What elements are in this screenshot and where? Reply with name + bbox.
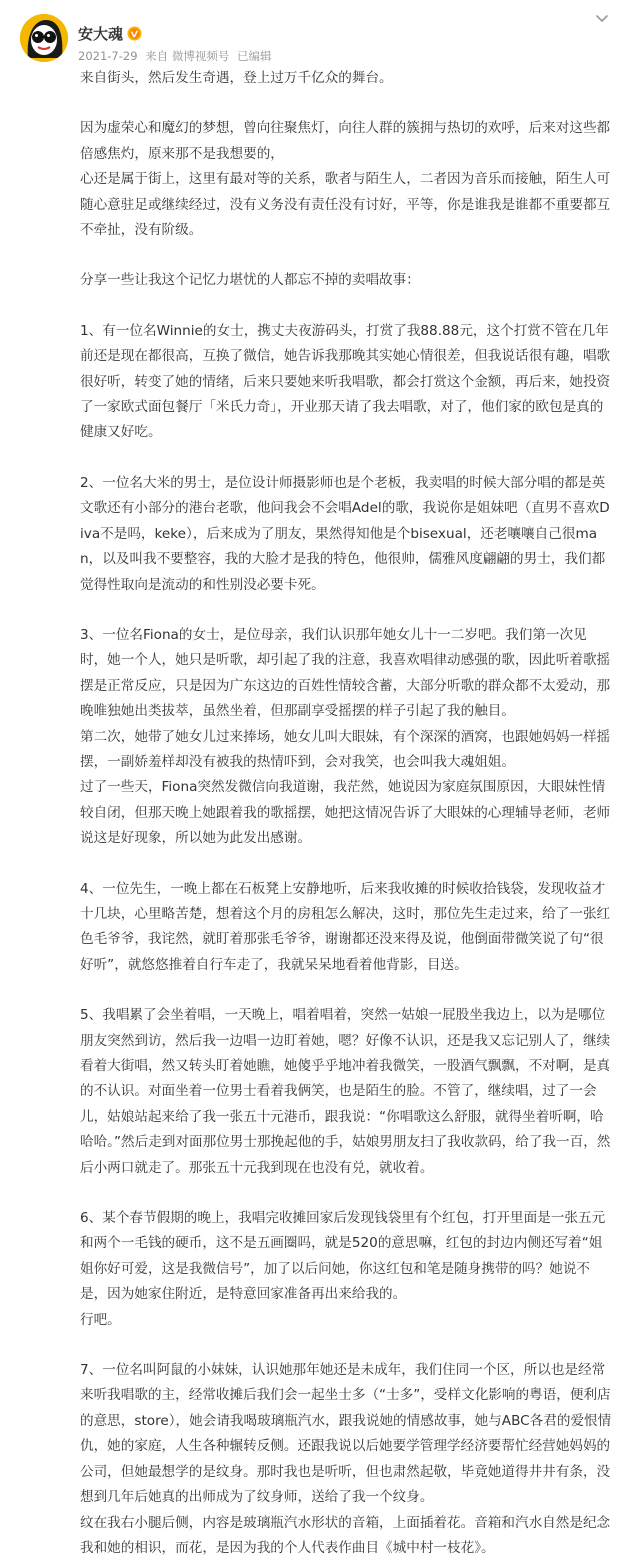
author-name[interactable]: 安大魂 <box>78 24 124 43</box>
avatar-sunglasses-icon <box>20 14 68 62</box>
vip-badge-icon <box>127 26 142 41</box>
post-source: 来自 微博视频号 <box>145 49 230 63</box>
post-paragraph: 2、一位名大米的男士，是位设计师摄影师也是个老板，我卖唱的时候大部分唱的都是英文歌还有小部分的港台老歌，他问我会不会唱Adel的歌，我说你是姐妹吧（直男不喜欢Diva不是吗，keke），后来成为了朋友，果然得知他是个bisexual，还老嚷嚷自己很man，以及叫我不要整容，我的大脸才是我的特色，他很帅，儒雅风度翩翩的男士，我们都觉得性取向是流动的和性别没必要卡死。 <box>80 474 610 593</box>
post-paragraph: 来自街头，然后发生奇遇，登上过万千亿众的舞台。 <box>80 70 393 86</box>
post-paragraph: 因为虚荣心和魔幻的梦想，曾向往聚焦灯，向往人群的簇拥与热切的欢呼，后来对这些都倍感焦灼，原来那不是我想要的， 心还是属于街上，这里有最对等的关系，歌者与陌生人，二者因为音乐而接触，陌生人可随心意驻足或继续经过，没有义务没有责任没有讨好，平等，你是谁我是谁都不重要都互不牵扯，没有阶级。 <box>80 120 611 239</box>
edited-label[interactable]: 已编辑 <box>237 49 272 63</box>
post-paragraph: 分享一些让我这个记忆力堪忧的人都忘不掉的卖唱故事： <box>80 272 420 289</box>
avatar[interactable] <box>20 14 68 62</box>
post-meta <box>78 48 276 64</box>
post-paragraph: 1、有一位名Winnie的女士，携丈夫夜游码头，打赏了我88.88元，这个打赏不管在几年前还是现在都很高，互换了微信，她告诉我那晚其实她心情很差，但我说话很有趣，唱歌很好听，转变了她的情绪，后来只要她来听我唱歌，都会打赏这个金额，再后来，她投资了一家欧式面包餐厅「米氏力奇」，开业那天请了我去唱歌，对了，他们家的欧包是真的健康又好吃。 <box>80 322 611 441</box>
author-row <box>78 22 142 44</box>
post-paragraph: 7、一位名叫阿鼠的小妹妹，认识她那年她还是未成年，我们住同一个区，所以也是经常来听我唱歌的主，经常收摊后我们会一起坐士多（“士多”，受样文化影响的粤语，便利店的意思，store），她会请我喝玻璃瓶汽水，跟我说她的情感故事，她与ABC各君的爱恨情仇，她的家庭，人生各种辗转反侧。还跟我说以后她要学管理学经济要帮忙经营她妈妈的公司，但她最想学的是纹身。那时我也是听听，但也肃然起敬，毕竟她道得井井有条，没想到几年后她真的出师成为了纹身师，送给了我一个纹身。 纹在我右小腿后侧，内容是玻璃瓶汽水形状的音箱，上面插着花。音箱和汽水自然是纪念我和她的相识，而花，是因为我的个人代表作曲目《城中村一枝花》。 <box>80 1362 612 1556</box>
chevron-down-icon <box>592 8 612 28</box>
post-paragraph: 3、一位名Fiona的女士，是位母亲，我们认识那年她女儿十一二岁吧。我们第一次见时，她一个人，她只是听歌，却引起了我的注意，我喜欢唱律动感强的歌，因此听着歌摇摆是正常反应，只是因为广东这边的百姓性情较含蓄，大部分听歌的群众都不太爱动，那晚唯独她出类拔萃，虽然坐着，但那副享受摇摆的样子引起了我的触目。 第二次，她带了她女儿过来捧场，她女儿叫大眼妹，有个深深的酒窝，也跟她妈妈一样摇摆，一副娇羞样却没有被我的热情吓到，会对我笑，也会叫我大魂姐姐。 过了一些天，Fiona突然发微信向我道谢，我茫然，她说因为家庭氛围原因，大眼妹性情较自闭，但那天晚上她跟着我的歌摇摆，她把这情况告诉了大眼妹的心理辅导老师，老师说这是好现象，所以她为此发出感谢。 <box>80 626 611 847</box>
post-date[interactable]: 2021-7-29 <box>78 49 138 63</box>
post-header <box>0 0 640 76</box>
post-menu-button[interactable] <box>592 8 612 28</box>
post-paragraph: 5、我唱累了会坐着唱，一天晚上，唱着唱着，突然一姑娘一屁股坐我边上，以为是哪位朋友突然到访，然后我一边唱一边盯着她，嗯？好像不认识，还是我又忘记别人了，继续看着大街唱，然又转头盯着她瞧，她傻乎乎地冲着我微笑，一股酒气飘飘，不对啊，是真的不认识。对面坐着一位男士看着我俩笑，也是陌生的脸。不管了，继续唱，过了一会儿，姑娘站起来给了我一张五十元港币，跟我说：“你唱歌这么舒服，就得坐着听啊，哈哈哈。”然后走到对面那位男士那挽起他的手，姑娘男朋友扫了我收款码，给了我一百，然后小两口就走了。那张五十元我到现在也没有兑，就收着。 <box>80 1007 611 1176</box>
post-paragraph: 4、一位先生，一晚上都在石板凳上安静地听，后来我收摊的时候收拾钱袋，发现收益才十几块，心里略苦楚，想着这个月的房租怎么解决，这时，那位先生走过来，给了一张红色毛爷爷，我诧然，就盯着那张毛爷爷，谢谢都还没来得及说，他倒面带微笑说了句“很好听”，就悠悠推着自行车走了，我就呆呆地看着他背影，目送。 <box>80 880 611 973</box>
post-body <box>80 66 612 1561</box>
post-paragraph: 6、某个春节假期的晚上，我唱完收摊回家后发现钱袋里有个红包，打开里面是一张五元和两个一毛钱的硬币，这不是五画圈吗，就是520的意思嘛，红包的封边内侧还写着“姐姐你好可爱，这是我微信号”，加了以后问她，你这红包和笔是随身携带的吗？她说不是，因为她家住附近，是特意回家准备再出来给我的。 行吧。 <box>80 1210 606 1328</box>
